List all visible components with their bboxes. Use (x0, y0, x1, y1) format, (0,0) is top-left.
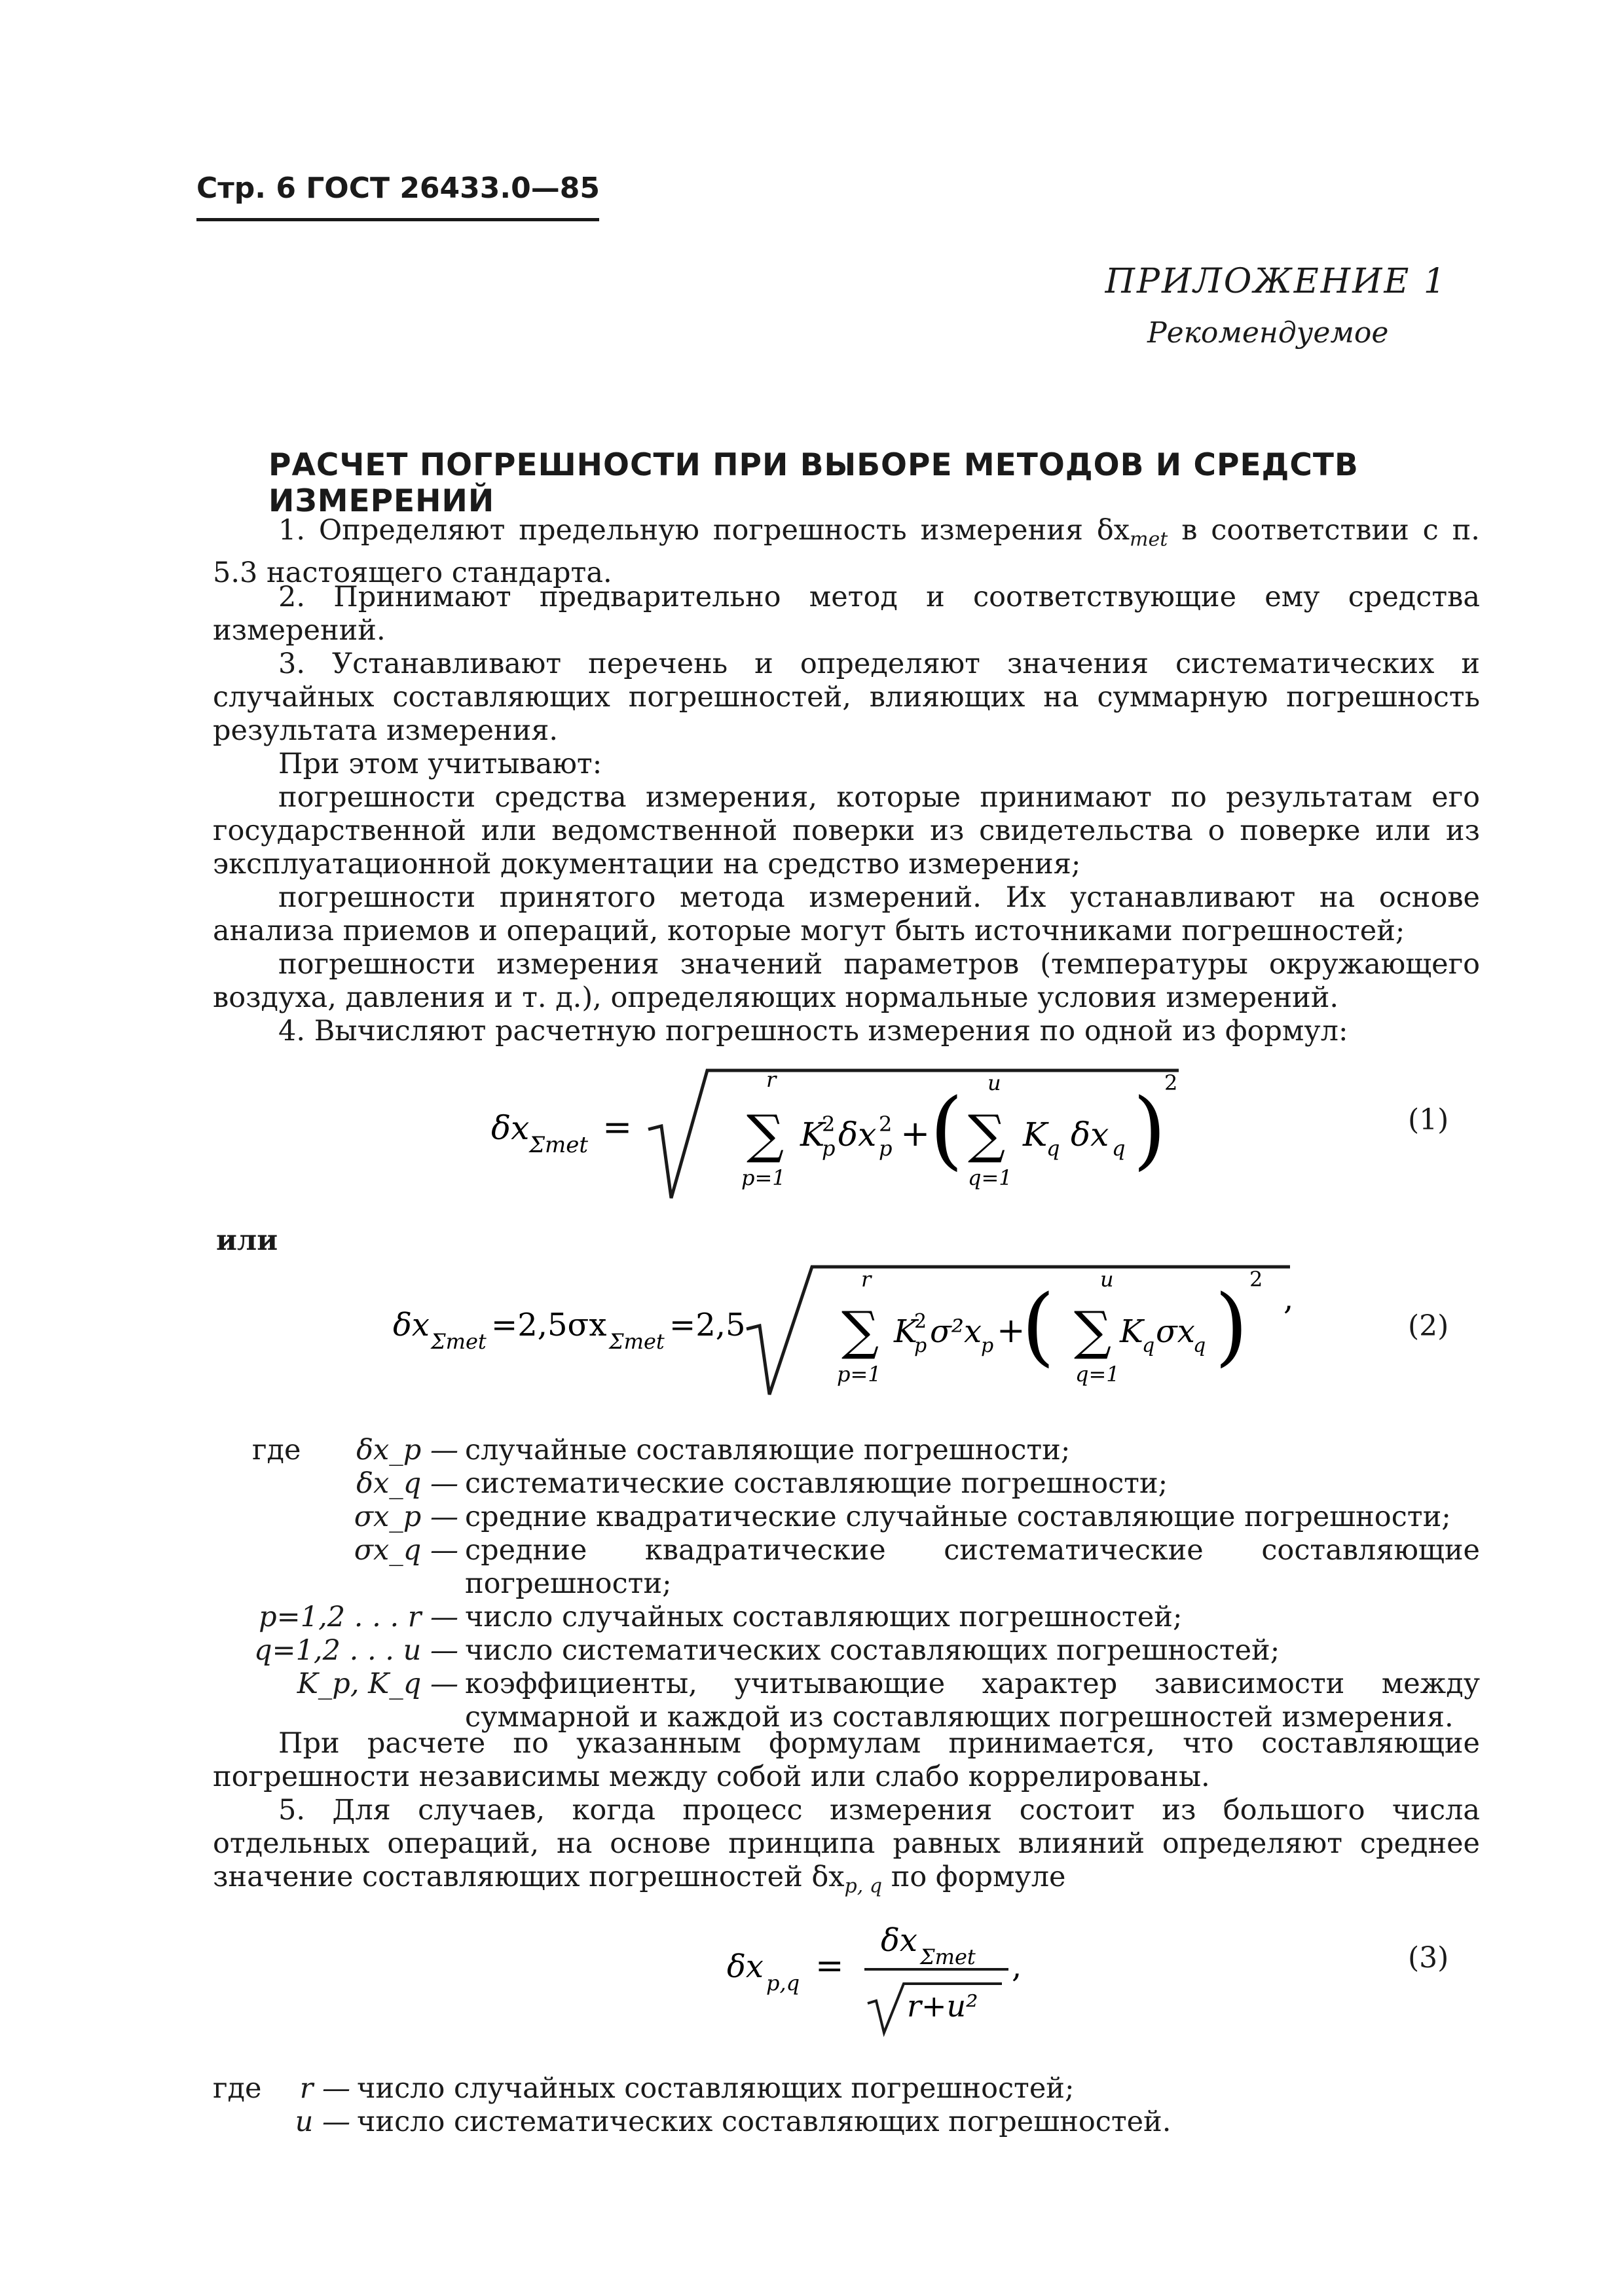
or-word: или (216, 1224, 278, 1257)
legend-2-where: где (213, 2072, 262, 2105)
svg-text:+: + (997, 1311, 1025, 1351)
svg-text:(: ( (1022, 1276, 1055, 1376)
svg-text:r+u²: r+u² (907, 1988, 978, 2024)
svg-text:p,q: p,q (766, 1971, 800, 1995)
legend-1-text: число систематических составляющих погрешностей; (465, 1634, 1280, 1667)
paragraph-8 (213, 1015, 1480, 1048)
svg-text:p: p (879, 1136, 893, 1161)
legend-1-sym: σx_q — (354, 1534, 458, 1567)
svg-text:p=1: p=1 (837, 1362, 881, 1387)
formula-1-number: (1) (1408, 1103, 1449, 1137)
p10-text: 5. Для случаев, когда процесс измерения состоит из большого числа отдельных операций, на основе принципа равных влияний определяют среднее значение составляющих погрешностей δx (213, 1794, 1480, 1893)
svg-text:σ²x: σ²x (930, 1313, 982, 1350)
formula-3 (707, 1912, 1100, 2043)
svg-text:δx: δx (393, 1307, 430, 1343)
paragraph-9 (213, 1727, 1480, 1794)
legend-2 (0, 2072, 1624, 2151)
p1-text: 1. Определяют предельную погрешность измерения δx (278, 514, 1130, 547)
svg-text:σx: σx (1156, 1313, 1195, 1350)
formula-3-number: (3) (1408, 1941, 1449, 1975)
svg-text:∑: ∑ (841, 1300, 879, 1361)
paragraph-4 (213, 748, 1480, 781)
paragraph-7 (213, 948, 1480, 1015)
legend-1-sym: σx_p — (354, 1501, 458, 1533)
legend-1-text: средние квадратические случайные составляющие погрешности; (465, 1501, 1451, 1533)
svg-text:Σmet: Σmet (920, 1944, 976, 1969)
paragraph-6 (213, 881, 1480, 948)
paragraph-2 (213, 581, 1480, 647)
p6-text: погрешности принятого метода измерений. Их устанавливают на основе анализа приемов и операций, которые могут быть источниками погрешностей; (213, 881, 1480, 947)
svg-text:K: K (1120, 1313, 1143, 1350)
svg-text:+: + (900, 1113, 931, 1154)
svg-text:=: = (602, 1106, 633, 1148)
svg-text:q: q (1046, 1136, 1060, 1161)
legend-1-text: коэффициенты, учитывающие характер зависимости между суммарной и каждой из составляющих погрешностей измерения. (465, 1667, 1480, 1734)
appendix-label: ПРИЛОЖЕНИЕ 1 (1105, 262, 1447, 301)
svg-text:2: 2 (822, 1112, 836, 1137)
legend-1-text: средние квадратические систематические составляющие погрешности; (465, 1534, 1480, 1600)
p3-text: 3. Устанавливают перечень и определяют значения систематических и случайных составляющих погрешностей, влияющих на суммарную погрешность результата измерения. (213, 647, 1480, 747)
legend-2-text: число случайных составляющих погрешностей; (357, 2072, 1075, 2105)
document-title: РАСЧЕТ ПОГРЕШНОСТИ ПРИ ВЫБОРЕ МЕТОДОВ И СРЕДСТВ ИЗМЕРЕНИЙ (268, 447, 1359, 519)
legend-1 (0, 1434, 1624, 1774)
formula-2-number: (2) (1408, 1309, 1449, 1343)
svg-text:δx: δx (491, 1109, 530, 1147)
svg-text:2: 2 (1249, 1267, 1263, 1292)
legend-1-sym: δx_p — (356, 1434, 458, 1467)
p1-sub: met (1130, 528, 1168, 551)
svg-text:r: r (766, 1067, 777, 1092)
legend-1-where: где (252, 1434, 301, 1467)
p8-text: 4. Вычисляют расчетную погрешность измерения по одной из формул: (278, 1015, 1348, 1048)
svg-text:K: K (800, 1116, 825, 1154)
legend-1-text: систематические составляющие погрешности; (465, 1467, 1168, 1500)
svg-text:K: K (894, 1313, 917, 1350)
svg-text:): ) (1215, 1276, 1248, 1376)
legend-1-sym: K_p, K_q — (297, 1667, 458, 1700)
svg-text:r: r (861, 1267, 872, 1292)
svg-text:2: 2 (914, 1310, 927, 1333)
svg-text:q=1: q=1 (1075, 1362, 1120, 1387)
svg-text:∑: ∑ (968, 1104, 1006, 1165)
svg-text:=2,5: =2,5 (669, 1307, 746, 1343)
svg-text:δx: δx (881, 1922, 917, 1959)
svg-text:δx: δx (838, 1116, 877, 1154)
svg-text:u: u (1100, 1267, 1114, 1292)
legend-1-sym: q=1,2 . . . u — (254, 1634, 458, 1667)
p4-text: При этом учитывают: (278, 748, 602, 780)
svg-text:p=1: p=1 (741, 1165, 786, 1190)
svg-text:q: q (1193, 1334, 1206, 1357)
appendix-status: Рекомендуемое (1147, 316, 1389, 350)
svg-text:q: q (1142, 1334, 1155, 1357)
paragraph-3 (213, 647, 1480, 748)
p9-text: При расчете по указанным формулам принимается, что составляющие погрешности независимы между собой или слабо коррелированы. (213, 1727, 1480, 1793)
svg-text:K: K (1023, 1116, 1048, 1154)
svg-text:Σmet: Σmet (609, 1329, 665, 1354)
svg-text:=2,5σx: =2,5σx (491, 1307, 607, 1343)
svg-text:2: 2 (1164, 1070, 1178, 1095)
p7-text: погрешности измерения значений параметров (температуры окружающего воздуха, давления и т. д.), определяющих нормальные условия измерений. (213, 948, 1480, 1014)
p1-end: в соответствии с п. 5.3 настоящего стандарта. (213, 514, 1480, 589)
svg-text:δx: δx (1071, 1116, 1109, 1154)
svg-text:): ) (1133, 1080, 1166, 1179)
svg-text:p: p (822, 1136, 836, 1161)
svg-text:Σmet: Σmet (529, 1132, 589, 1158)
formula-1 (458, 1061, 1244, 1224)
legend-2-sym: u — (295, 2105, 350, 2138)
svg-text:Σmet: Σmet (431, 1329, 487, 1354)
page-header: Стр. 6 ГОСТ 26433.0—85 (196, 172, 600, 205)
legend-2-text: число систематических составляющих погрешностей. (357, 2105, 1172, 2138)
svg-text:=: = (815, 1946, 844, 1986)
svg-text:p: p (981, 1334, 994, 1357)
p2-text: 2. Принимают предварительно метод и соответствующие ему средства измерений. (213, 581, 1480, 647)
svg-text:u: u (987, 1070, 1001, 1095)
svg-text:,: , (1012, 1948, 1022, 1985)
formula-2 (386, 1257, 1336, 1414)
paragraph-1 (213, 514, 1480, 590)
svg-text:δx: δx (727, 1948, 764, 1985)
paragraph-5 (213, 781, 1480, 881)
header-rule (196, 218, 599, 221)
legend-2-sym: r — (299, 2072, 350, 2105)
p5-text: погрешности средства измерения, которые принимают по результатам его государственной или ведомственной поверки из свидетельства о поверке или из эксплуатационной документации на средство измерения; (213, 781, 1480, 881)
paragraph-10 (213, 1794, 1480, 1903)
svg-text:∑: ∑ (747, 1104, 784, 1165)
p10-end: по формуле (882, 1861, 1066, 1893)
svg-text:,: , (1283, 1281, 1294, 1317)
legend-1-sym: δx_q — (356, 1467, 458, 1500)
svg-text:q: q (1112, 1136, 1126, 1161)
legend-1-sym: p=1,2 . . . r — (259, 1601, 458, 1633)
svg-text:∑: ∑ (1074, 1300, 1112, 1361)
legend-1-text: случайные составляющие погрешности; (465, 1434, 1071, 1467)
legend-1-text: число случайных составляющих погрешностей; (465, 1601, 1183, 1633)
p10-sub: p, q (844, 1874, 883, 1898)
svg-text:(: ( (930, 1080, 963, 1179)
svg-text:q=1: q=1 (968, 1165, 1012, 1190)
svg-text:p: p (914, 1334, 927, 1357)
svg-text:2: 2 (879, 1112, 893, 1137)
